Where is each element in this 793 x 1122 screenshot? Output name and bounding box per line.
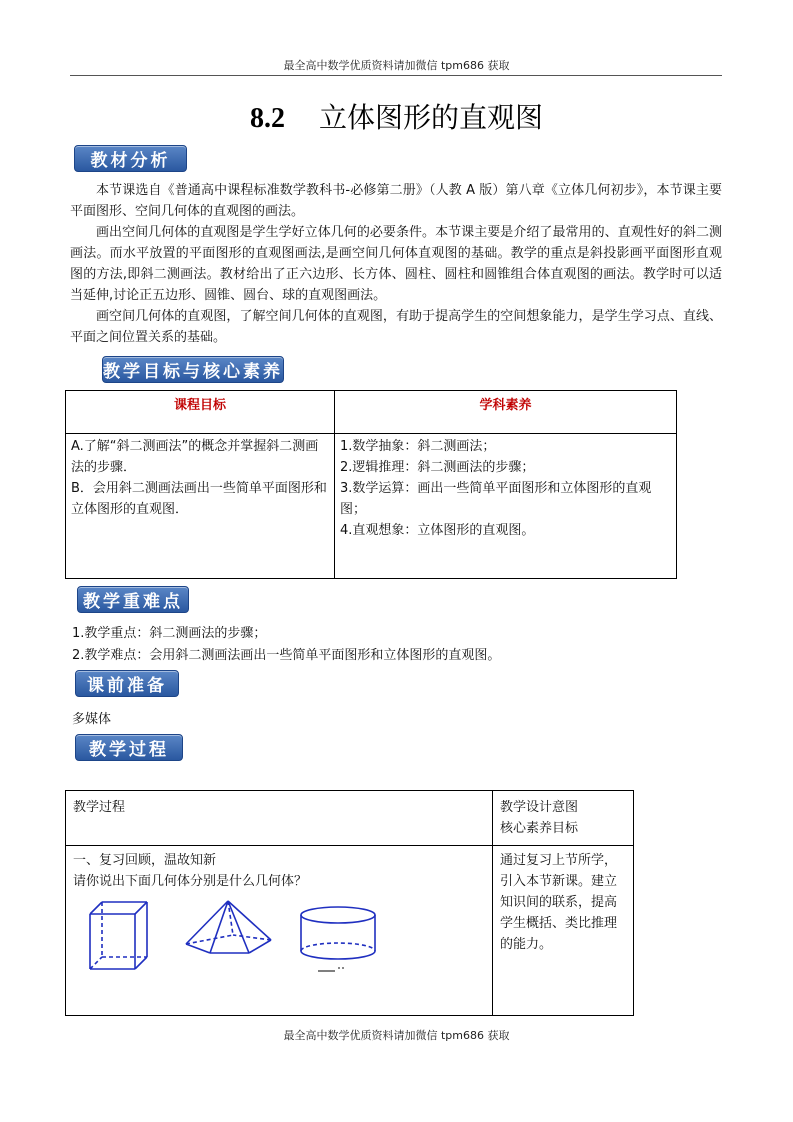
- goals-header-course: 课程目标: [66, 391, 335, 434]
- process-header-left: 教学过程: [66, 791, 493, 846]
- design-intent-cell: 通过复习上节所学，引入本节新课。建立知识间的联系，提高学生概括、类比推理的能力。: [493, 846, 634, 1016]
- section-number: 8.2: [249, 103, 285, 134]
- goals-header-literacy: 学科素养: [335, 391, 677, 434]
- process-header-right: [493, 791, 634, 846]
- goals-table: [65, 390, 677, 579]
- section-badge-key-points: 教学重难点: [77, 586, 189, 613]
- header-divider: [70, 75, 722, 76]
- review-question: 请你说出下面几何体分别是什么几何体？: [73, 874, 308, 889]
- section-badge-preparation: 课前准备: [75, 670, 179, 697]
- page-header: 最全高中数学优质资料请加微信 tpm686 获取: [283, 59, 510, 72]
- literacy-item-4: 4.直观想象：立体图形的直观图。: [340, 523, 535, 538]
- literacy-item-2: 2.逻辑推理：斜二测画法的步骤；: [340, 460, 535, 475]
- preparation-text: 多媒体: [72, 712, 112, 727]
- page-footer: 最全高中数学优质资料请加微信 tpm686 获取: [283, 1029, 510, 1042]
- process-content-cell: [66, 846, 493, 1016]
- section-title: 立体图形的直观图: [318, 101, 543, 134]
- cylinder-figure: [301, 907, 375, 971]
- cuboid-figure: [90, 902, 147, 969]
- analysis-paragraph-2: 画出空间几何体的直观图是学生学好立体几何的必要条件。本节课主要是介绍了最常用的、直观性好的斜二测画法。而水平放置的平面图形的直观图画法,是画空间几何体直观图的基础。教学的重点是斜投影画平面图形直观图的方法,即斜二测画法。教材给出了正六边形、长方体、圆柱、圆柱和圆锥组合体直观图的画法。教学时可以适当延伸,讨论正五边形、圆锥、圆台、球的直观图画法。: [70, 225, 722, 303]
- course-goal-a: A.了解“斜二测画法”的概念并掌握斜二测画法的步骤．: [71, 439, 319, 475]
- analysis-paragraph-3: 画空间几何体的直观图，了解空间几何体的直观图，有助于提高学生的空间想象能力，是学生学习点、直线、平面之间位置关系的基础。: [70, 309, 722, 345]
- analysis-paragraph-1: 本节课选自《普通高中课程标准数学教科书-必修第二册》（人教 A 版）第八章《立体几何初步》，本节课主要平面图形、空间几何体的直观图的画法。: [70, 183, 722, 219]
- review-title: 一、复习回顾，温故知新: [73, 853, 217, 868]
- pyramid-figure: [186, 901, 271, 953]
- section-badge-analysis: 教材分析: [74, 145, 187, 172]
- course-goal-b: B．会用斜二测画法画出一些简单平面图形和立体图形的直观图．: [71, 481, 327, 517]
- key-point-difficulty: 2.教学难点：会用斜二测画法画出一些简单平面图形和立体图形的直观图。: [72, 648, 501, 663]
- course-goals-cell: [66, 434, 335, 579]
- process-table: [65, 790, 634, 1016]
- core-literacy-label: 核心素养目标: [500, 821, 579, 836]
- design-intent-label: 教学设计意图: [500, 800, 579, 815]
- section-badge-process: 教学过程: [75, 734, 183, 761]
- literacy-item-3: 3.数学运算：画出一些简单平面图形和立体图形的直观图；: [340, 481, 652, 517]
- key-point-focus: 1.教学重点：斜二测画法的步骤；: [72, 626, 267, 641]
- section-badge-goals: 教学目标与核心素养: [102, 356, 284, 383]
- solid-figures: [73, 896, 393, 981]
- document-title: [0, 96, 793, 136]
- literacy-item-1: 1.数学抽象：斜二测画法；: [340, 439, 496, 454]
- literacy-cell: [335, 434, 677, 579]
